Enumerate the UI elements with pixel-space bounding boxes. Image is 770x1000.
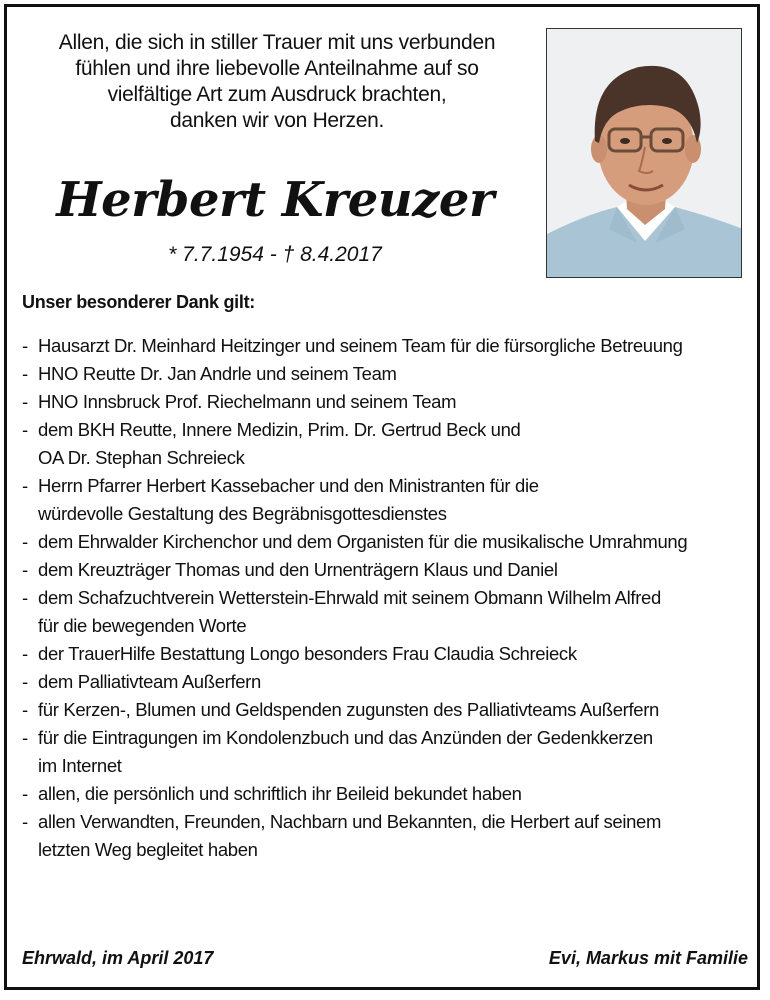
list-item: [22, 668, 752, 696]
list-item: [22, 696, 752, 724]
list-item-line: - für die Eintragungen im Kondolenzbuch und das Anzünden der Gedenkkerzen: [38, 727, 653, 748]
list-item-line: - dem Schafzuchtverein Wetterstein-Ehrwald mit seinem Obmann Wilhelm Alfred: [38, 587, 661, 608]
list-item-line: letzten Weg begleitet haben: [38, 839, 258, 860]
portrait-photo: [546, 28, 742, 278]
place-date: Ehrwald, im April 2017: [22, 948, 214, 968]
intro-line: Allen, die sich in stiller Trauer mit uns verbunden: [58, 31, 496, 54]
list-item: [22, 472, 752, 528]
thanks-heading: Unser besonderer Dank gilt:: [22, 292, 255, 312]
list-item-line: - HNO Reutte Dr. Jan Andrle und seinem Team: [38, 363, 397, 384]
list-item: [22, 528, 752, 556]
list-item: [22, 556, 752, 584]
list-item-line: - dem Kreuzträger Thomas und den Urnenträgern Klaus und Daniel: [38, 559, 558, 580]
list-item: [22, 780, 752, 808]
list-item-line: - dem Ehrwalder Kirchenchor und dem Organisten für die musikalische Umrahmung: [38, 531, 688, 552]
portrait-illustration: [547, 29, 742, 278]
list-item-line: im Internet: [38, 755, 122, 776]
list-item-line: - dem Palliativteam Außerfern: [38, 671, 261, 692]
list-item: [22, 332, 752, 360]
intro-line: fühlen und ihre liebevolle Anteilnahme auf so: [75, 57, 479, 80]
intro-line: vielfältige Art zum Ausdruck brachten,: [107, 83, 447, 106]
intro-line: danken wir von Herzen.: [169, 109, 384, 132]
list-item: [22, 640, 752, 668]
list-item-line: für die bewegenden Worte: [38, 615, 247, 636]
list-item-line: - Hausarzt Dr. Meinhard Heitzinger und seinem Team für die fürsorgliche Betreuung: [38, 335, 683, 356]
family-signature: Evi, Markus mit Familie: [548, 948, 748, 968]
list-item-line: - dem BKH Reutte, Innere Medizin, Prim. Dr. Gertrud Beck und: [38, 419, 521, 440]
list-item: [22, 388, 752, 416]
thanks-list: [22, 332, 752, 864]
list-item: [22, 584, 752, 640]
list-item-line: - allen, die persönlich und schriftlich ihr Beileid bekundet haben: [38, 783, 522, 804]
list-item: [22, 724, 752, 780]
deceased-name: Herbert Kreuzer: [56, 172, 494, 228]
life-dates: * 7.7.1954 - † 8.4.2017: [168, 243, 382, 266]
list-item: [22, 808, 752, 864]
list-item-line: würdevolle Gestaltung des Begräbnisgottesdienstes: [38, 503, 447, 524]
intro-text: [22, 30, 532, 134]
list-item-line: - für Kerzen-, Blumen und Geldspenden zugunsten des Palliativteams Außerfern: [38, 699, 659, 720]
list-item-line: OA Dr. Stephan Schreieck: [38, 447, 245, 468]
list-item-line: - Herrn Pfarrer Herbert Kassebacher und den Ministranten für die: [38, 475, 539, 496]
list-item-line: - der TrauerHilfe Bestattung Longo besonders Frau Claudia Schreieck: [38, 643, 577, 664]
list-item: [22, 416, 752, 472]
list-item: [22, 360, 752, 388]
list-item-line: - allen Verwandten, Freunden, Nachbarn und Bekannten, die Herbert auf seinem: [38, 811, 662, 832]
list-item-line: - HNO Innsbruck Prof. Riechelmann und seinem Team: [38, 391, 457, 412]
